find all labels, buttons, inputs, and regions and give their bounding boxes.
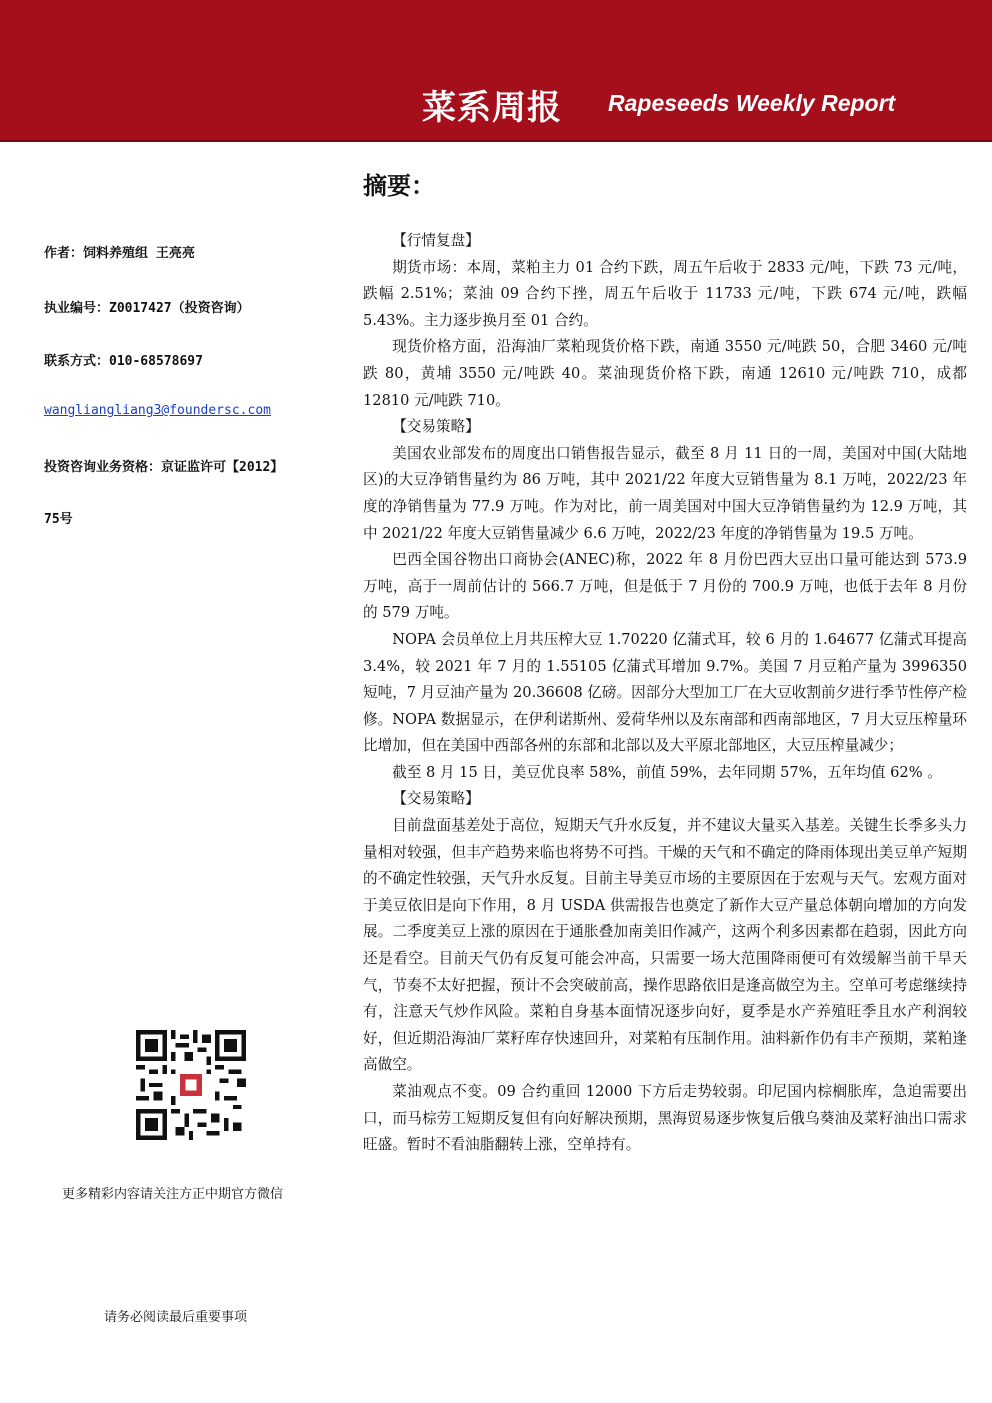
wechat-qr-code xyxy=(136,1030,246,1140)
section-heading-trading-strategy: 【交易策略】 xyxy=(392,418,480,436)
author-email-link[interactable]: wangliangliang3@foundersc.com xyxy=(44,403,271,418)
license-number: 执业编号：Z0017427（投资咨询） xyxy=(44,301,250,316)
qualification-line-2: 75号 xyxy=(44,512,73,527)
report-header xyxy=(0,0,992,140)
paragraph-brazil-anec: 巴西全国谷物出口商协会(ANEC)称，2022 年 8 月份巴西大豆出口量可能达到 573.9 万吨，高于一周前估计的 566.7 万吨，但是低于 7 月份的 700.9 万吨，也低于去年 8 月份的 579 万吨。 xyxy=(363,551,967,622)
summary-body xyxy=(363,228,967,1159)
paragraph-meal-outlook: 目前盘面基差处于高位，短期天气升水反复，并不建议大量买入基差。关键生长季多头力量相对较强，但丰产趋势来临也将势不可挡。干燥的天气和不确定的降雨体现出美豆单产短期的不确定性较强，天气升水反复。目前主导美豆市场的主要原因在于宏观与天气。宏观方面对于美豆依旧是向下作用，8 月 USDA 供需报告也奠定了新作大豆产量总体朝向增加的方向发展。二季度美豆上涨的原因在于通胀叠加南美旧作减产，这两个利多因素都在趋弱，因此方向还是看空。目前天气仍有反复可能会冲高，只需要一场大范围降雨便可有效缓解当前干旱天气，节奏不太好把握，预计不会突破前高，操作思路依旧是逢高做空为主。空单可考虑继续持有，注意天气炒作风险。菜粕自身基本面情况逐步向好，夏季是水产养殖旺季且水产利润较好，但近期沿海油厂菜籽库存快速回升，对菜粕有压制作用。油料新作仍有丰产预期，菜粕逢高做空。 xyxy=(363,817,967,1074)
paragraph-oil-outlook: 菜油观点不变。09 合约重回 12000 下方后走势较弱。印尼国内棕榈胀库，急迫需要出口，而马棕劳工短期反复但有向好解决预期，黑海贸易逐步恢复后俄乌葵油及菜籽油出口需求旺盛。暂时不看油脂翻转上涨，空单持有。 xyxy=(363,1083,967,1154)
summary-heading: 摘要： xyxy=(363,172,435,200)
paragraph-crop-condition: 截至 8 月 15 日，美豆优良率 58%，前值 59%，去年同期 57%，五年均值 62% 。 xyxy=(392,763,942,781)
author-line: 作者：饲料养殖组 王亮亮 xyxy=(44,246,195,261)
report-title-cn: 菜系周报 xyxy=(422,88,562,128)
section-heading-trading-strategy-2: 【交易策略】 xyxy=(392,790,480,808)
paragraph-spot-price: 现货价格方面，沿海油厂菜粕现货价格下跌，南通 3550 元/吨跌 50，合肥 3460 元/吨跌 80，黄埔 3550 元/吨跌 40。菜油现货价格下跌，南通 12610 元/吨跌 710，成都 12810 元/吨跌 710。 xyxy=(363,338,967,409)
report-title-en: Rapeseeds Weekly Report xyxy=(608,90,896,116)
paragraph-futures-market: 期货市场：本周，菜粕主力 01 合约下跌，周五午后收于 2833 元/吨，下跌 73 元/吨，跌幅 2.51%；菜油 09 合约下挫，周五午后收于 11733 元/吨，下跌 674 元/吨，跌幅 5.43%。主力逐步换月至 01 合约。 xyxy=(363,258,967,329)
header-divider xyxy=(0,140,992,142)
disclaimer-note: 请务必阅读最后重要事项 xyxy=(104,1310,248,1325)
contact-phone: 联系方式：010-68578697 xyxy=(44,354,203,369)
paragraph-usda-export-sales: 美国农业部发布的周度出口销售报告显示，截至 8 月 11 日的一周，美国对中国(大陆地区)的大豆净销售量约为 86 万吨，其中 2021/22 年度大豆销售量为 8.1 万吨，2022/23 年度的净销售量为 77.9 万吨。作为对比，前一周美国对中国大豆净销售量约为 12.9 万吨，其中 2021/22 年度大豆销售量减少 6.6 万吨，2022/23 年度的净销售量为 19.5 万吨。 xyxy=(363,444,967,542)
qualification-line-1: 投资咨询业务资格：京证监许可【2012】 xyxy=(44,460,284,475)
qr-caption: 更多精彩内容请关注方正中期官方微信 xyxy=(62,1187,284,1202)
paragraph-nopa-crush: NOPA 会员单位上月共压榨大豆 1.70220 亿蒲式耳，较 6 月的 1.64677 亿蒲式耳提高 3.4%，较 2021 年 7 月的 1.55105 亿蒲式耳增加 9.7%。美国 7 月豆粕产量为 3996350 短吨，7 月豆油产量为 20.36608 亿磅。因部分大型加工厂在大豆收割前夕进行季节性停产检修。NOPA 数据显示，在伊利诺斯州、爱荷华州以及东南部和西南部地区，7 月大豆压榨量环比增加，但在美国中西部各州的东部和北部以及大平原北部地区，大豆压榨量减少； xyxy=(363,630,967,755)
section-heading-market-review: 【行情复盘】 xyxy=(392,232,480,249)
